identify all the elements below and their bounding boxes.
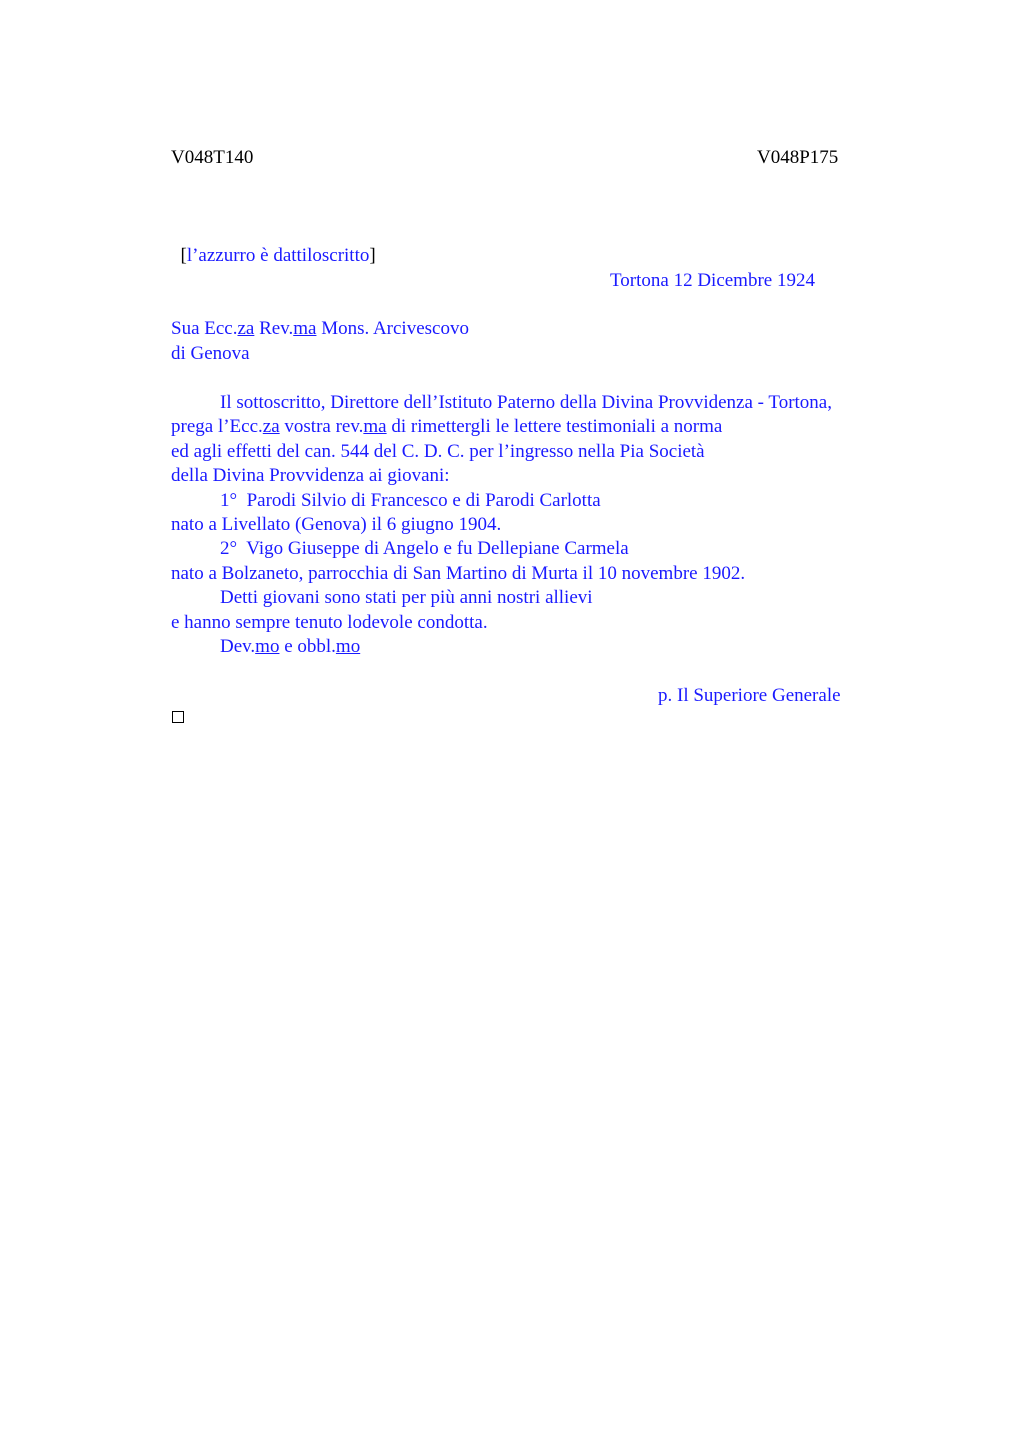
square-icon <box>172 711 184 723</box>
body-line-6: e hanno sempre tenuto lodevole condotta. <box>171 612 488 633</box>
list-item-1: 1° Parodi Silvio di Francesco e di Parodi Carlotta <box>220 490 601 511</box>
abbrev-superscript: za <box>237 318 255 339</box>
note-close-bracket: ] <box>369 245 376 267</box>
editorial-note <box>171 220 376 269</box>
body-text: di rimettergli le lettere testimoniali a norma <box>386 416 723 437</box>
note-text: l’azzurro è dattiloscritto <box>186 245 370 267</box>
addressee-line-1 <box>171 317 469 341</box>
closing-text: Dev. <box>220 636 256 657</box>
addressee-text: Mons. Arcivescovo <box>316 318 469 339</box>
closing-formula <box>220 635 360 659</box>
body-paragraph-5: Detti giovani sono stati per più anni nostri allievi <box>220 587 593 608</box>
body-text: vostra rev. <box>279 416 364 437</box>
body-text: prega l’Ecc. <box>171 416 263 437</box>
abbrev-superscript: za <box>262 416 280 437</box>
note-open-bracket: [ <box>180 245 187 267</box>
addressee-text: Sua Ecc. <box>171 318 238 339</box>
body-line-3: ed agli effetti del can. 544 del C. D. C. per l’ingresso nella Pia Società <box>171 441 705 462</box>
body-line-2 <box>171 415 722 439</box>
body-paragraph-1: Il sottoscritto, Direttore dell’Istituto Paterno della Divina Provvidenza - Tortona, <box>220 392 832 413</box>
closing-text: e obbl. <box>279 636 336 657</box>
addressee-line-2: di Genova <box>171 343 250 364</box>
abbrev-superscript: mo <box>255 636 280 657</box>
document-code-right: V048P175 <box>757 147 839 168</box>
document-code-left: V048T140 <box>171 147 254 168</box>
addressee-text: Rev. <box>254 318 294 339</box>
list-item-2: 2° Vigo Giuseppe di Angelo e fu Dellepiane Carmela <box>220 538 629 559</box>
list-item-1-continued: nato a Livellato (Genova) il 6 giugno 1904. <box>171 514 502 535</box>
abbrev-superscript: mo <box>335 636 361 657</box>
list-item-2-continued: nato a Bolzaneto, parrocchia di San Martino di Murta il 10 novembre 1902. <box>171 563 746 584</box>
abbrev-superscript: ma <box>363 416 387 437</box>
letter-date: Tortona 12 Dicembre 1924 <box>610 270 815 291</box>
body-line-4: della Divina Provvidenza ai giovani: <box>171 465 450 486</box>
abbrev-superscript: ma <box>293 318 317 339</box>
signature-line: p. Il Superiore Generale <box>658 685 841 706</box>
